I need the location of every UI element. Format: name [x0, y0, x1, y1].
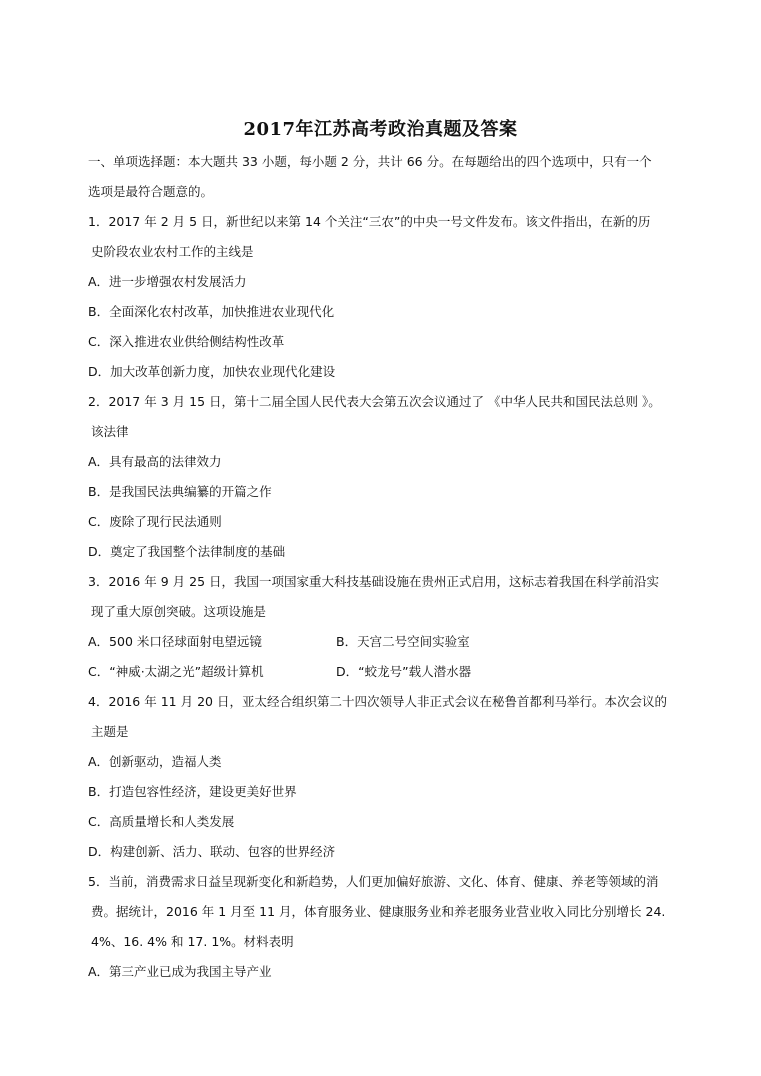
question-4-option-c: C．高质量增长和人类发展 — [88, 814, 235, 829]
question-4-option-b: B．打造包容性经济，建设更美好世界 — [88, 784, 297, 799]
question-3-option-b: B．天宫二号空间实验室 — [336, 634, 470, 649]
question-3-line-2: 现了重大原创突破。这项设施是 — [91, 604, 267, 619]
document-title: 2017年江苏高考政治真题及答案 — [243, 119, 518, 140]
question-3-option-a: A．500 米口径球面射电望远镜 — [88, 634, 262, 649]
question-5-option-a: A．第三产业已成为我国主导产业 — [88, 964, 272, 979]
question-1-option-d: D．加大改革创新力度，加快农业现代化建设 — [88, 364, 336, 379]
question-3-option-d: D．“蛟龙号”载人潜水器 — [336, 664, 472, 679]
question-5-line-1: 5．当前，消费需求日益呈现新变化和新趋势，人们更加偏好旅游、文化、体育、健康、养老等领域的消 — [88, 874, 659, 889]
question-4-option-a: A．创新驱动，造福人类 — [88, 754, 222, 769]
question-2-line-2: 该法律 — [91, 424, 129, 439]
question-5-line-2: 费。据统计，2016 年 1 月至 11 月，体育服务业、健康服务业和养老服务业营业收入同比分别增长 24. — [91, 904, 666, 919]
question-2-option-c: C．废除了现行民法通则 — [88, 514, 222, 529]
question-3-line-1: 3．2016 年 9 月 25 日，我国一项国家重大科技基础设施在贵州正式启用，这标志着我国在科学前沿实 — [88, 574, 659, 589]
section-header-line-2: 选项是最符合题意的。 — [88, 184, 214, 199]
question-2-line-1: 2．2017 年 3 月 15 日，第十二届全国人民代表大会第五次会议通过了 《中华人民共和国民法总则 》。 — [88, 394, 661, 409]
question-4-line-1: 4．2016 年 11 月 20 日，亚太经合组织第二十四次领导人非正式会议在秘鲁首都利马举行。本次会议的 — [88, 694, 667, 709]
question-1-line-1: 1．2017 年 2 月 5 日，新世纪以来第 14 个关注“三农”的中央一号文件发布。该文件指出，在新的历 — [88, 214, 651, 229]
question-1-option-c: C．深入推进农业供给侧结构性改革 — [88, 334, 285, 349]
question-4-option-d: D．构建创新、活力、联动、包容的世界经济 — [88, 844, 336, 859]
question-2-option-d: D．奠定了我国整个法律制度的基础 — [88, 544, 286, 559]
question-5-line-3: 4%、16. 4% 和 17. 1%。材料表明 — [91, 934, 294, 949]
question-1-option-b: B．全面深化农村改革，加快推进农业现代化 — [88, 304, 335, 319]
question-4-line-2: 主题是 — [91, 724, 129, 739]
question-2-option-b: B．是我国民法典编纂的开篇之作 — [88, 484, 272, 499]
section-header-line-1: 一、单项选择题：本大题共 33 小题，每小题 2 分，共计 66 分。在每题给出的四个选项中，只有一个 — [88, 154, 652, 169]
question-1-line-2: 史阶段农业农村工作的主线是 — [91, 244, 254, 259]
question-1-option-a: A．进一步增强农村发展活力 — [88, 274, 247, 289]
question-3-option-c: C．“神威·太湖之光”超级计算机 — [88, 664, 264, 679]
question-2-option-a: A．具有最高的法律效力 — [88, 454, 222, 469]
